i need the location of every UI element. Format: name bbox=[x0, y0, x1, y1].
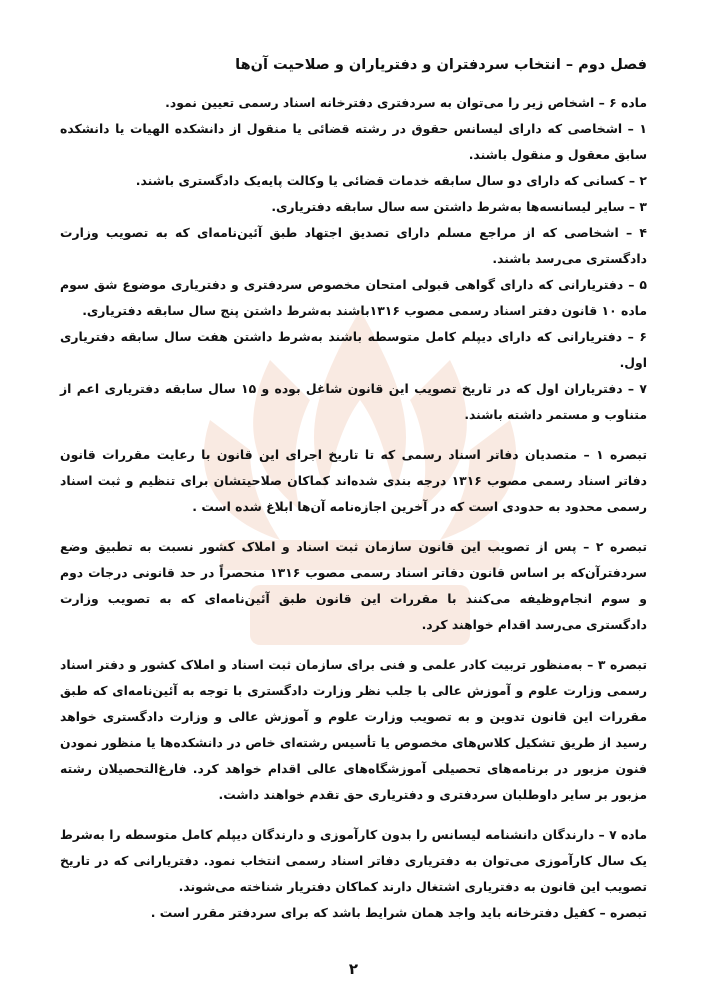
article-6-item: ۶ – دفتریارانی که دارای دیپلم کامل متوسطه باشند به‌شرط داشتن هفت سال سابقه دفتریاری اول. bbox=[60, 329, 647, 370]
article-6-item: ۳ – سایر لیسانسه‌ها به‌شرط داشتن سه سال سابقه دفتریاری. bbox=[271, 199, 647, 214]
note-2: تبصره ۲ – پس از تصویب این قانون سازمان ثبت اسناد و املاک کشور نسبت به تطبیق وضع سردفترآن‌که بر اساس قانون دفاتر اسناد رسمی مصوب ۱۳۱۶ منحصراً در حد قانونی درجات دوم و سوم انجام‌وظیفه می‌کنند با مقررات این قانون طبق آئین‌نامه‌ای که به تصویب وزارت دادگستری می‌رسد اقدام خواهند کرد. bbox=[60, 539, 647, 632]
page-number: ۲ bbox=[348, 960, 359, 978]
article-7-note: تبصره – کفیل دفترخانه باید واجد همان شرایط باشد که برای سردفتر مقرر است . bbox=[150, 905, 647, 920]
article-6-item: ۵ – دفتریارانی که دارای گواهی قبولی امتحان مخصوص سردفتری و دفتریاری موضوع شق سوم ماده ۱۰ قانون دفتر اسناد رسمی مصوب ۱۳۱۶باشند به‌شرط داشتن پنج سال سابقه دفتریاری. bbox=[60, 277, 647, 318]
note-1: تبصره ۱ – متصدیان دفاتر اسناد رسمی که تا تاریخ اجرای این قانون با رعایت مقررات قانون دفاتر اسناد رسمی مصوب ۱۳۱۶ درجه بندی شده‌اند کماکان صلاحیتشان برای تنظیم و ثبت اسناد رسمی محدود به حدودی است که در آخرین اجازه‌نامه آن‌ها ابلاغ شده است . bbox=[60, 447, 647, 514]
article-6-heading: ماده ۶ – اشخاص زیر را می‌توان به سردفتری دفترخانه اسناد رسمی تعیین نمود. bbox=[165, 95, 647, 110]
document-page bbox=[60, 52, 647, 926]
article-6-item: ۷ – دفتریاران اول که در تاریخ تصویب این قانون شاغل بوده و ۱۵ سال سابقه دفتریاری اعم از متناوب و مستمر داشته باشند. bbox=[60, 381, 647, 422]
article-6-item: ۱ – اشخاصی که دارای لیسانس حقوق در رشته قضائی یا منقول از دانشکده الهیات یا دانشکده سابق معقول و منقول باشند. bbox=[60, 121, 647, 162]
article-7: ماده ۷ – دارندگان دانشنامه لیسانس را بدون کارآموزی و دارندگان دیپلم کامل متوسطه را به‌شرط یک سال کارآموزی می‌توان به دفتریاری دفاتر اسناد رسمی انتخاب نمود. دفتریارانی که در تاریخ تصویب این قانون به دفتریاری اشتغال دارند کماکان دفتریار شناخته می‌شوند. bbox=[60, 827, 647, 894]
note-3: تبصره ۳ – به‌منظور تربیت کادر علمی و فنی برای سازمان ثبت اسناد و املاک کشور و دفتر اسناد رسمی وزارت علوم و آموزش عالی با جلب نظر وزارت دادگستری با توجه به آئین‌نامه‌ای که طبق مقررات این قانون تدوین و به تصویب وزارت علوم و آموزش عالی و وزارت دادگستری خواهد رسید از طریق تشکیل کلاس‌های مخصوص یا تأسیس رشته‌ای خاص در دانشکده‌ها یا منظور نمودن فنون مزبور در برنامه‌های تحصیلی آموزشگاه‌های عالی اقدام خواهد کرد. فارغ‌التحصیلان رشته مزبور بر سایر داوطلبان سردفتری و دفتریاری حق تقدم خواهند داشت. bbox=[60, 657, 647, 802]
article-6-item: ۲ – کسانی که دارای دو سال سابقه خدمات قضائی یا وکالت پایه‌یک دادگستری باشند. bbox=[135, 173, 647, 188]
article-6-item: ۴ – اشخاصی که از مراجع مسلم دارای تصدیق اجتهاد طبق آئین‌نامه‌ای که به تصویب وزارت دادگستری می‌رسد باشند. bbox=[60, 225, 647, 266]
chapter-title: فصل دوم – انتخاب سردفتران و دفتریاران و صلاحیت آن‌ها bbox=[235, 57, 647, 73]
